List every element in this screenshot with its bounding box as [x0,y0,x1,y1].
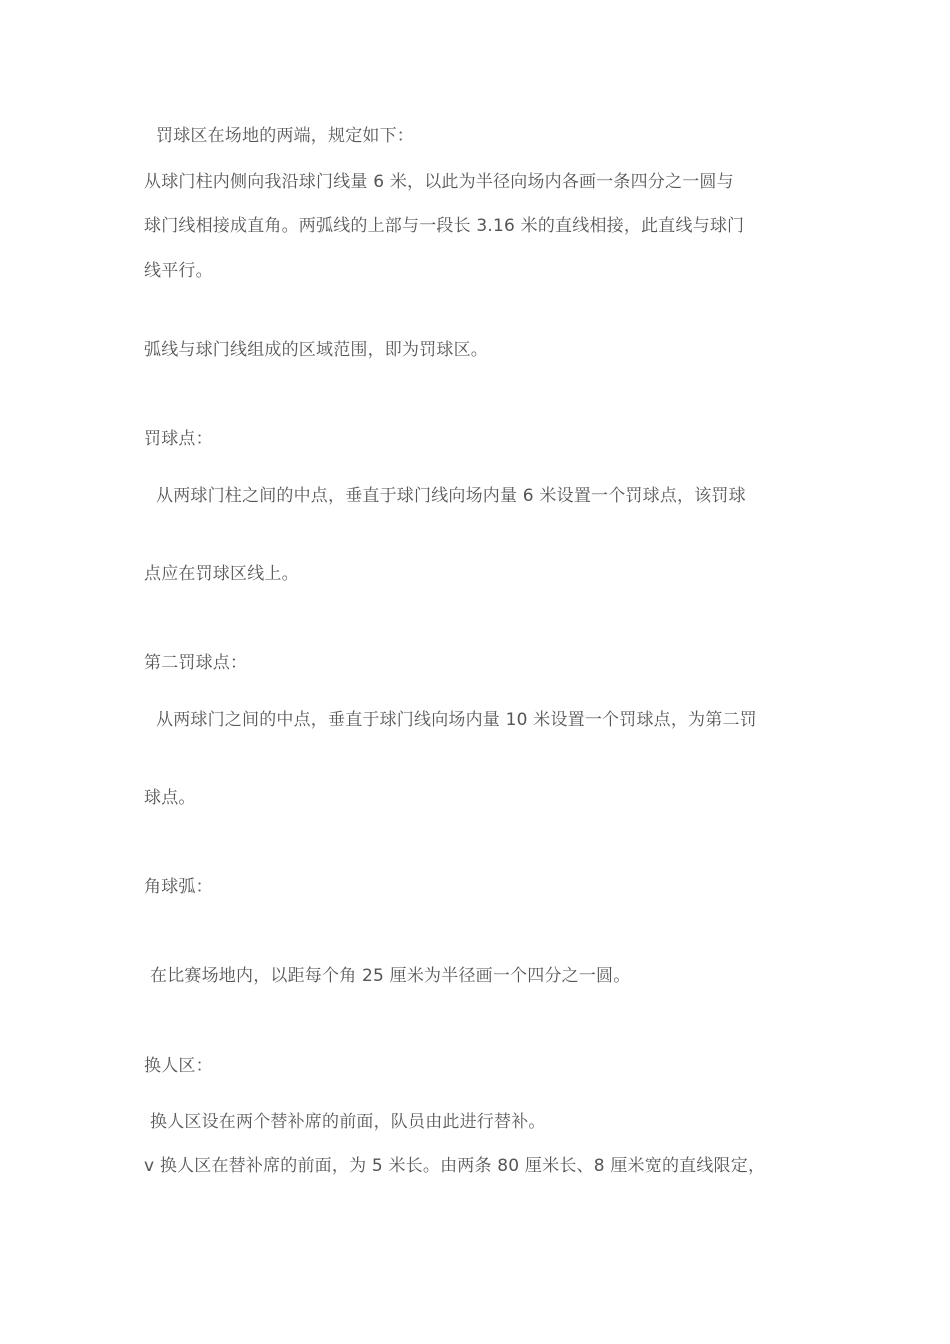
penalty-area-intro: 罚球区在场地的两端，规定如下： [156,126,414,146]
penalty-mark-text-line-2: 点应在罚球区线上。 [144,564,299,584]
penalty-area-rule-line-2: 球门线相接成直角。两弧线的上部与一段长 3.16 米的直线相接，此直线与球门 [144,216,745,236]
second-penalty-mark-text-line-2: 球点。 [144,788,196,808]
substitution-zone-text-line-2: v 换人区在替补席的前面，为 5 米长。由两条 80 厘米长、8 厘米宽的直线限定， [144,1156,766,1176]
penalty-area-rule-line-3: 线平行。 [144,261,213,281]
corner-arc-text: 在比赛场地内，以距每个角 25 厘米为半径画一个四分之一圆。 [150,966,631,986]
substitution-zone-heading: 换人区： [144,1056,213,1076]
second-penalty-mark-text-line-1: 从两球门之间的中点，垂直于球门线向场内量 10 米设置一个罚球点，为第二罚 [156,710,757,730]
corner-arc-heading: 角球弧： [144,877,213,897]
second-penalty-mark-heading: 第二罚球点： [144,653,248,673]
penalty-mark-heading: 罚球点： [144,429,213,449]
penalty-mark-text-line-1: 从两球门柱之间的中点，垂直于球门线向场内量 6 米设置一个罚球点，该罚球 [156,486,746,506]
penalty-area-rule-line-1: 从球门柱内侧向我沿球门线量 6 米，以此为半径向场内各画一条四分之一圆与 [144,172,734,192]
penalty-area-definition: 弧线与球门线组成的区域范围，即为罚球区。 [144,340,488,360]
substitution-zone-text-line-1: 换人区设在两个替补席的前面，队员由此进行替补。 [150,1112,546,1132]
